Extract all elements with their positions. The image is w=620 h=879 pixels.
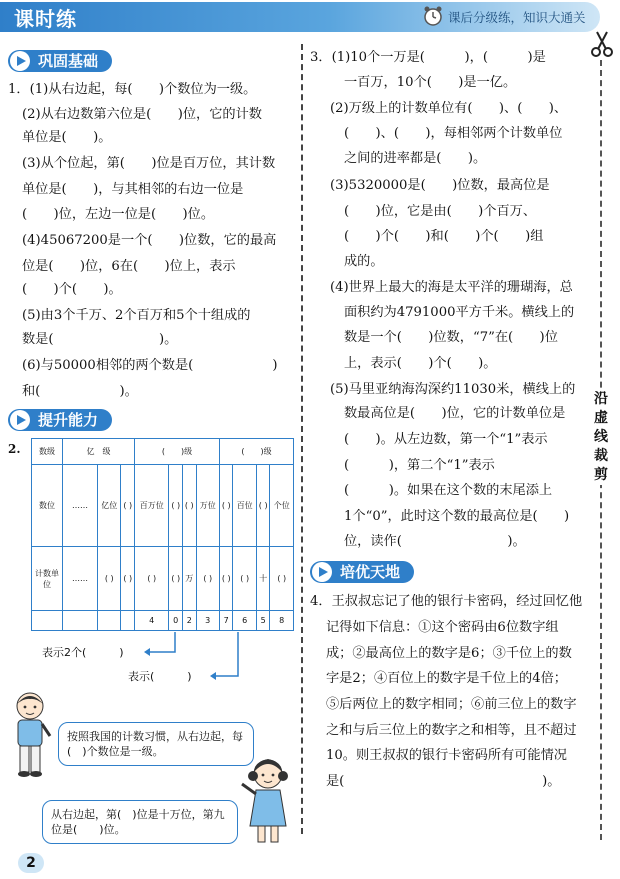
right-line: ( )。从左边数，第一个“1”表示 bbox=[344, 432, 548, 447]
row-label-unit: 计数单位 bbox=[32, 547, 63, 611]
q4-line: ⑤后两位上的数字相同；⑥前三位上的数字 bbox=[326, 697, 577, 712]
right-line: 数是一个( )位数，“7”在( )位 bbox=[344, 330, 558, 345]
position-cell: 亿位 bbox=[98, 465, 121, 547]
alarm-clock-icon bbox=[422, 5, 444, 27]
dots-cell: …… bbox=[63, 547, 98, 611]
right-line: (3)5320000是( )位数，最高位是 bbox=[330, 178, 550, 193]
q4-line: 之和与后三位上的数字之和相等，且不超过 bbox=[326, 723, 577, 738]
position-cell: 百万位 bbox=[134, 465, 169, 547]
scissors-icon bbox=[590, 30, 614, 58]
position-cell: ( ) bbox=[219, 465, 233, 547]
right-line: ( )、( )，每相邻两个计数单位 bbox=[344, 126, 563, 141]
right-line: 数最高位是( )位，它的计数单位是 bbox=[344, 406, 566, 421]
right-line: ( )。如果在这个数的末尾添上 bbox=[344, 483, 553, 498]
level-cell: ( )级 bbox=[219, 439, 293, 465]
right-line: ( )个( )和( )个( )组 bbox=[344, 229, 544, 244]
section-improve-label: 提升能力 bbox=[8, 409, 112, 431]
unit-cell: ( ) bbox=[121, 547, 135, 611]
page-subtitle: 课后分级练，知识大通关 bbox=[448, 10, 586, 25]
dots-cell: …… bbox=[63, 465, 98, 547]
left-line: (3)从个位起，第( )位是百万位，其计数 bbox=[22, 156, 276, 171]
right-line: ( )，第二个“1”表示 bbox=[344, 458, 495, 473]
right-line: (2)万级上的计数单位有( )、( )、 bbox=[330, 101, 568, 116]
unit-cell: ( ) bbox=[134, 547, 169, 611]
left-line: (6)与50000相邻的两个数是( ) bbox=[22, 358, 278, 373]
unit-cell: ( ) bbox=[196, 547, 219, 611]
q4-line: 是( )。 bbox=[326, 774, 561, 789]
section-basic-label: 巩固基础 bbox=[8, 50, 112, 72]
right-line: 上，表示( )个( )。 bbox=[344, 356, 497, 371]
right-line: 1个“0”，此时这个数的最高位是( ) bbox=[344, 509, 570, 524]
right-line: 位，读作( )。 bbox=[344, 534, 526, 549]
empty-cell bbox=[121, 611, 135, 631]
unit-cell: ( ) bbox=[270, 547, 294, 611]
left-line: (4)45067200是一个( )位数，它的最高 bbox=[22, 233, 277, 248]
row-label-position: 数位 bbox=[32, 465, 63, 547]
left-line: 和( )。 bbox=[22, 384, 138, 399]
page-header bbox=[0, 0, 620, 40]
play-icon bbox=[10, 51, 30, 71]
arrow-label-1: 表示2个( ) bbox=[42, 646, 124, 659]
digit-cell: 6 bbox=[233, 611, 256, 631]
empty-cell bbox=[63, 611, 98, 631]
position-cell: ( ) bbox=[121, 465, 135, 547]
position-cell: ( ) bbox=[169, 465, 183, 547]
girl-speech-bubble: 从右边起，第( )位是十万位，第九位是( )位。 bbox=[42, 800, 238, 844]
empty-cell bbox=[32, 611, 63, 631]
unit-cell: ( ) bbox=[233, 547, 256, 611]
right-line: (5)马里亚纳海沟深约11030米，横线上的 bbox=[330, 382, 576, 397]
right-line: 面积约为4791000平方千米。横线上的 bbox=[344, 305, 575, 320]
unit-cell: ( ) bbox=[169, 547, 183, 611]
column-divider bbox=[301, 44, 303, 834]
play-icon bbox=[312, 562, 332, 582]
position-cell: ( ) bbox=[256, 465, 270, 547]
digit-cell: 4 bbox=[134, 611, 169, 631]
arrow-label-2: 表示( ) bbox=[128, 670, 192, 683]
position-cell: 百位 bbox=[233, 465, 256, 547]
q4-line: 字是2；④百位上的数字是千位上的4倍； bbox=[326, 671, 567, 686]
right-line: ( )位，它是由( )个百万、 bbox=[344, 204, 537, 219]
q4-line: 成；②最高位上的数字是6；③千位上的数 bbox=[326, 646, 572, 661]
unit-cell: 十 bbox=[256, 547, 270, 611]
unit-cell: 万 bbox=[182, 547, 196, 611]
digit-cell: 0 bbox=[169, 611, 183, 631]
left-line: 单位是( )。 bbox=[22, 130, 112, 145]
digit-cell: 2 bbox=[182, 611, 196, 631]
digit-cell: 5 bbox=[256, 611, 270, 631]
left-line: 位是( )位，6在( )位上，表示 bbox=[22, 259, 236, 274]
empty-cell bbox=[98, 611, 121, 631]
left-line: ( )位，左边一位是( )位。 bbox=[22, 207, 215, 222]
page-title: 课时练 bbox=[14, 7, 77, 31]
left-line: (2)从右边数第六位是( )位，它的计数 bbox=[22, 107, 262, 122]
right-line: (4)世界上最大的海是太平洋的珊瑚海，总 bbox=[330, 280, 573, 295]
left-line: 数是( )。 bbox=[22, 332, 178, 347]
left-line: ( )个( )。 bbox=[22, 282, 122, 297]
left-line: 单位是( )，与其相邻的右边一位是 bbox=[22, 182, 244, 197]
digit-cell: 8 bbox=[270, 611, 294, 631]
right-line: 之间的进率都是( )。 bbox=[344, 151, 487, 166]
position-cell: 万位 bbox=[196, 465, 219, 547]
digit-cell: 7 bbox=[219, 611, 233, 631]
cut-label: 沿虚线裁剪 bbox=[591, 390, 611, 485]
girl-illustration bbox=[236, 756, 296, 852]
q4-line: 4．王叔叔忘记了他的银行卡密码，经过回忆他 bbox=[310, 594, 583, 609]
unit-cell: ( ) bbox=[219, 547, 233, 611]
left-line: (5)由3个千万、2个百万和5个十组成的 bbox=[22, 308, 251, 323]
q4-line: 记得如下信息：①这个密码由6位数字组 bbox=[326, 620, 559, 635]
position-cell: 个位 bbox=[270, 465, 294, 547]
position-cell: ( ) bbox=[182, 465, 196, 547]
left-line: 1．(1)从右边起，每( )个数位为一级。 bbox=[8, 82, 257, 97]
section-advanced-label: 培优天地 bbox=[310, 561, 414, 583]
level-cell: 亿 级 bbox=[63, 439, 135, 465]
row-label-level: 数级 bbox=[32, 439, 63, 465]
boy-speech-bubble: 按照我国的计数习惯，从右边起，每( )个数位是一级。 bbox=[58, 722, 254, 766]
page-number: 2 bbox=[18, 853, 44, 873]
play-icon bbox=[10, 410, 30, 430]
right-line: 成的。 bbox=[344, 254, 384, 269]
unit-cell: ( ) bbox=[98, 547, 121, 611]
level-cell: ( )级 bbox=[134, 439, 219, 465]
place-value-table bbox=[31, 438, 294, 631]
boy-illustration bbox=[6, 690, 56, 782]
right-line: 一百万，10个( )是一亿。 bbox=[344, 75, 517, 90]
q2-number: 2. bbox=[8, 442, 21, 456]
q4-line: 10。则王叔叔的银行卡密码所有可能情况 bbox=[326, 748, 567, 763]
digit-cell: 3 bbox=[196, 611, 219, 631]
right-line: 3．(1)10个一万是( )，( )是 bbox=[310, 50, 546, 65]
